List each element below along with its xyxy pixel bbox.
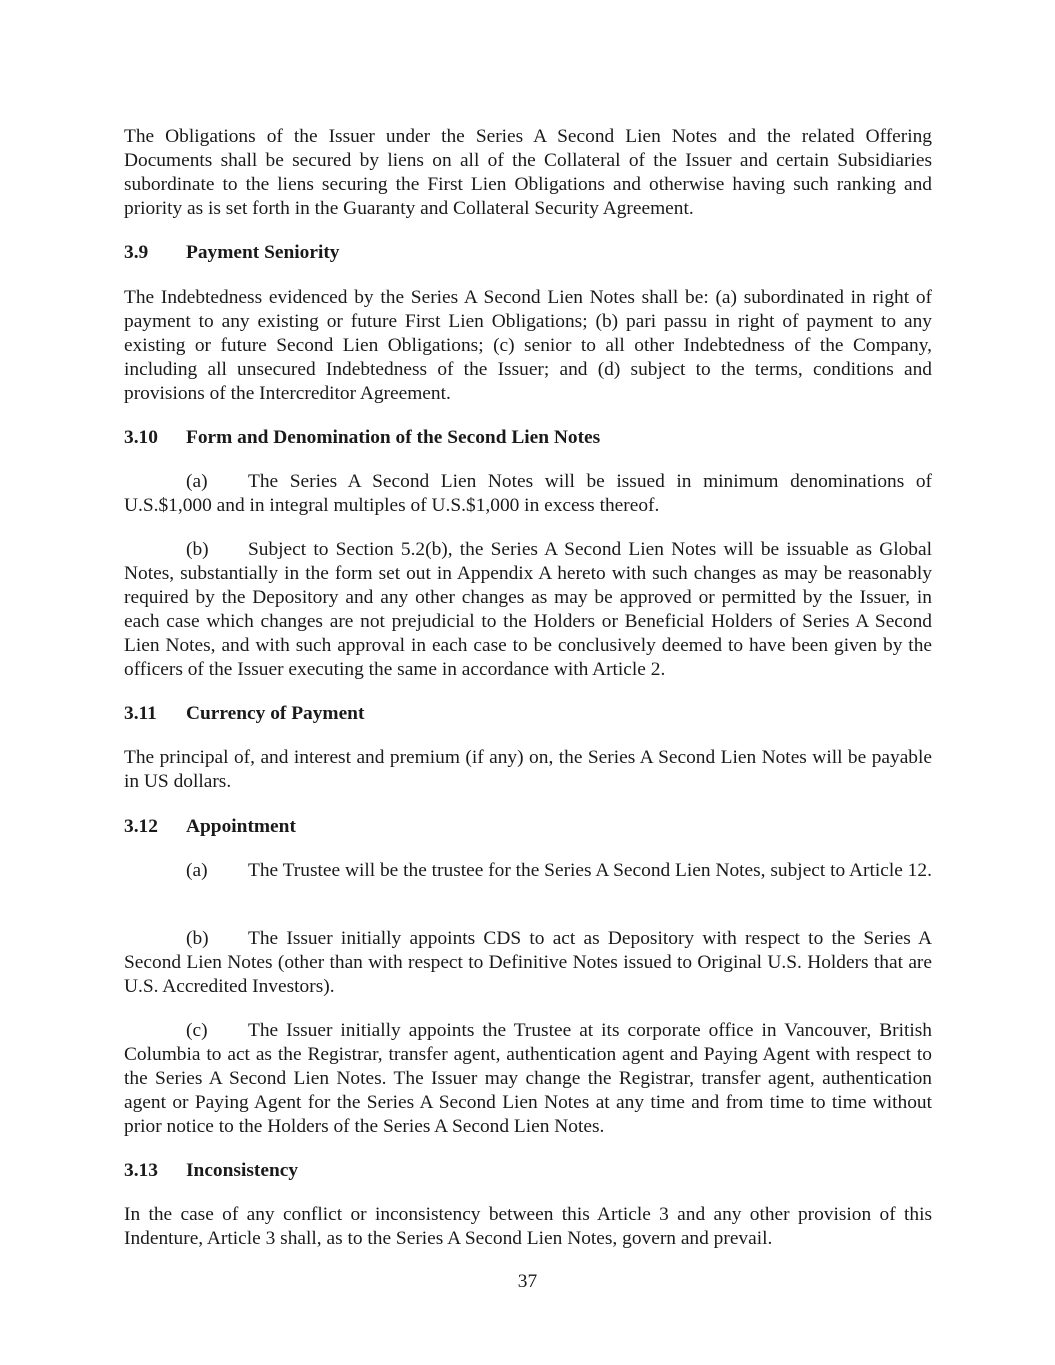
- section-title: Inconsistency: [186, 1160, 299, 1181]
- section-3-9-heading-block: [124, 241, 932, 265]
- section-3-13-heading-block: [124, 1159, 932, 1183]
- section-number: 3.11: [124, 703, 157, 724]
- section-title: Payment Seniority: [186, 242, 340, 263]
- section-3-12-heading-block: [124, 815, 932, 839]
- section-paragraph: In the case of any conflict or inconsistency between this Article 3 and any other provision of this Indenture, Article 3 shall, as to the Series A Second Lien Notes, govern and prevail.: [124, 1204, 932, 1249]
- section-number: 3.12: [124, 816, 158, 837]
- intro-paragraph: The Obligations of the Issuer under the Series A Second Lien Notes and the related Offering Documents shall be secured by liens on all of the Collateral of the Issuer and certain Subsidiaries subordinate to the liens securing the First Lien Obligations and otherwise having such ranking and priority as is set forth in the Guaranty and Collateral Security Agreement.: [124, 126, 932, 219]
- section-title: Form and Denomination of the Second Lien Notes: [186, 427, 601, 448]
- section-3-13-paragraph-block: [124, 1203, 932, 1251]
- subsection-label: (b): [186, 928, 209, 949]
- section-heading: [124, 702, 932, 726]
- subsection-label: (a): [186, 860, 208, 881]
- section-paragraph: The principal of, and interest and premium (if any) on, the Series A Second Lien Notes will be payable in US dollars.: [124, 747, 932, 792]
- section-heading: [124, 815, 932, 839]
- section-title: Appointment: [186, 816, 296, 837]
- subsection-text: The Issuer initially appoints CDS to act as Depository with respect to the Series A Second Lien Notes (other than with respect to Definitive Notes issued to Original U.S. Holders that are U.S. Accredited Investors).: [124, 928, 932, 997]
- subsection-paragraph: [124, 859, 932, 883]
- page-number: 37: [517, 1271, 538, 1292]
- subsection-text: Subject to Section 5.2(b), the Series A Second Lien Notes will be issuable as Global Notes, substantially in the form set out in Appendix A hereto with such changes as may be reasonably required by the Depository and any other changes as may be approved or permitted by the Issuer, in each case which changes are not prejudicial to the Holders or Beneficial Holders of Series A Second Lien Notes, and with such approval in each case to be conclusively deemed to have been given by the officers of the Issuer executing the same in accordance with Article 2.: [124, 539, 932, 680]
- section-3-11-paragraph-block: [124, 746, 932, 794]
- subsection-paragraph: [124, 1019, 932, 1139]
- section-3-10-b-block: [124, 538, 932, 681]
- subsection-text: The Trustee will be the trustee for the Series A Second Lien Notes, subject to Article 12.: [248, 860, 932, 881]
- section-number: 3.10: [124, 427, 158, 448]
- section-3-12-a-block: [124, 859, 932, 883]
- section-heading: [124, 426, 932, 450]
- section-3-10-heading-block: [124, 426, 932, 450]
- section-number: 3.9: [124, 242, 149, 263]
- subsection-text: The Series A Second Lien Notes will be issued in minimum denominations of U.S.$1,000 and in integral multiples of U.S.$1,000 in excess thereof.: [124, 471, 932, 516]
- section-heading: [124, 1159, 932, 1183]
- subsection-label: (a): [186, 471, 208, 492]
- section-3-10-a-block: [124, 470, 932, 518]
- section-3-11-heading-block: [124, 702, 932, 726]
- section-paragraph: The Indebtedness evidenced by the Series A Second Lien Notes shall be: (a) subordinated in right of payment to any existing or future First Lien Obligations; (b) pari passu in right of payment to any existing or future Second Lien Obligations; (c) senior to all other Indebtedness of the Company, including all unsecured Indebtedness of the Issuer; and (d) subject to the terms, conditions and provisions of the Intercreditor Agreement.: [124, 287, 932, 404]
- section-title: Currency of Payment: [186, 703, 365, 724]
- subsection-label: (b): [186, 539, 209, 560]
- subsection-label: (c): [186, 1020, 208, 1041]
- subsection-paragraph: [124, 927, 932, 999]
- section-heading: [124, 241, 932, 265]
- subsection-paragraph: [124, 470, 932, 518]
- section-number: 3.13: [124, 1160, 158, 1181]
- subsection-text: The Issuer initially appoints the Trustee at its corporate office in Vancouver, British Columbia to act as the Registrar, transfer agent, authentication agent and Paying Agent with respect to the Series A Second Lien Notes. The Issuer may change the Registrar, transfer agent, authentication agent or Paying Agent for the Series A Second Lien Notes at any time and from time to time without prior notice to the Holders of the Series A Second Lien Notes.: [124, 1020, 932, 1137]
- section-3-9-paragraph-block: [124, 286, 932, 406]
- section-3-12-b-block: [124, 927, 932, 999]
- subsection-paragraph: [124, 538, 932, 681]
- section-3-12-c-block: [124, 1019, 932, 1139]
- intro-paragraph-block: [124, 125, 932, 221]
